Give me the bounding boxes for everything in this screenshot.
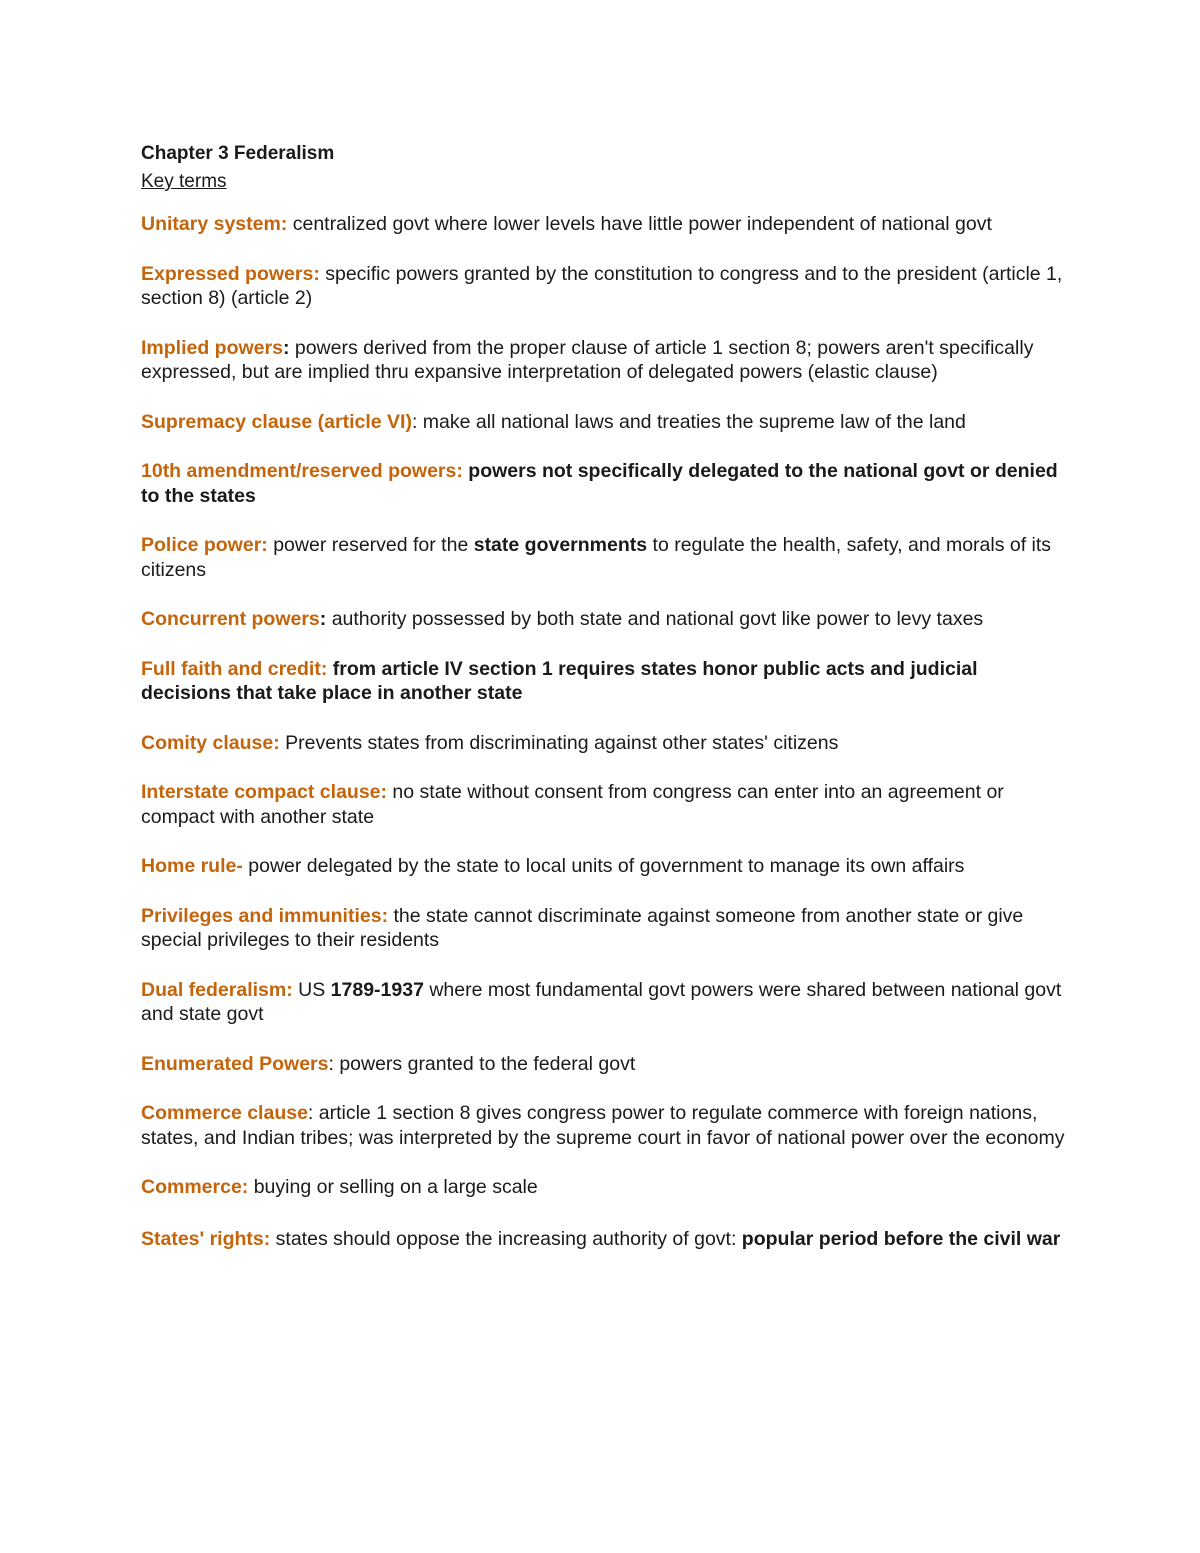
page-title: Chapter 3 Federalism	[141, 143, 335, 164]
term-label: States' rights:	[141, 1227, 271, 1250]
term-label: Supremacy clause (article VI)	[141, 410, 412, 433]
term-entry-full-faith-and-credit	[141, 657, 1071, 706]
term-label: Interstate compact clause:	[141, 781, 388, 803]
term-separator: :	[282, 336, 290, 359]
term-entry-unitary-system	[141, 212, 1071, 237]
term-label: Privileges and immunities:	[141, 904, 389, 927]
term-entry-dual-federalism	[141, 978, 1071, 1027]
term-entry-enumerated-powers	[141, 1052, 1071, 1077]
term-entry-privileges-and-immunities	[141, 904, 1071, 953]
term-definition: US	[292, 978, 331, 1001]
term-entry-states-rights	[141, 1225, 1071, 1254]
term-label: 10th amendment/reserved powers:	[141, 460, 463, 482]
term-label: Police power:	[141, 534, 268, 556]
term-definition-bold: state governments	[473, 534, 648, 556]
term-definition: centralized govt where lower levels have little power independent of national govt	[287, 213, 992, 235]
term-entry-home-rule	[141, 854, 1071, 879]
term-label: Concurrent powers	[141, 608, 320, 630]
term-definition: : article 1 section 8 gives congress power to regulate commerce with foreign nations, states, and Indian tribes; was interpreted by the supreme court in favor of national power over the economy	[141, 1102, 1065, 1149]
term-label: Implied powers	[141, 336, 283, 359]
term-entry-comity-clause	[141, 731, 1071, 756]
term-label: Full faith and credit:	[141, 657, 328, 680]
term-definition: the state cannot discriminate against someone from another state or give special privileges to their residents	[141, 904, 1024, 951]
term-definition: power reserved for the	[267, 534, 474, 556]
term-definition-bold: powers not specifically delegated to the national govt or denied to the states	[141, 460, 1058, 507]
term-label: Unitary system:	[141, 213, 288, 235]
term-label: Enumerated Powers	[141, 1052, 329, 1075]
term-entry-commerce	[141, 1175, 1071, 1200]
term-definition: authority possessed by both state and national govt like power to levy taxes	[326, 608, 984, 630]
term-entry-10th-amendment	[141, 459, 1071, 508]
term-separator: :	[319, 608, 327, 630]
term-entry-police-power	[141, 533, 1071, 582]
term-label: Commerce clause	[141, 1102, 308, 1124]
term-definition: : powers granted to the federal govt	[328, 1052, 636, 1075]
term-definition-bold: from article IV section 1 requires states honor public acts and judicial decisions that take place in another state	[141, 657, 978, 704]
term-entry-concurrent-powers	[141, 607, 1071, 632]
term-definition-bold: popular period before the civil war	[741, 1227, 1061, 1250]
term-label: Comity clause:	[141, 731, 280, 754]
term-definition-bold: 1789-1937	[330, 978, 424, 1001]
term-definition: Prevents states from discriminating against other states' citizens	[279, 731, 839, 754]
term-label: Commerce:	[141, 1176, 249, 1198]
term-definition: states should oppose the increasing authority of govt:	[270, 1227, 742, 1250]
term-entry-commerce-clause	[141, 1101, 1071, 1150]
term-entry-interstate-compact-clause	[141, 780, 1071, 829]
term-entry-supremacy-clause	[141, 410, 1071, 435]
term-label: Dual federalism:	[141, 978, 293, 1001]
term-definition: buying or selling on a large scale	[248, 1176, 538, 1198]
term-definition: specific powers granted by the constitution to congress and to the president (article 1, section 8) (article 2)	[141, 262, 1063, 309]
term-definition: : make all national laws and treaties the supreme law of the land	[411, 410, 966, 433]
term-definition: powers derived from the proper clause of article 1 section 8; powers aren't specifically expressed, but are implied thru expansive interpretation of delegated powers (elastic clause)	[141, 336, 1034, 383]
term-entry-implied-powers	[141, 336, 1071, 385]
document-page	[141, 140, 1071, 1279]
term-definition-continued: where most fundamental govt powers were shared between national govt and state govt	[141, 978, 1062, 1025]
term-definition: power delegated by the state to local units of government to manage its own affairs	[242, 855, 965, 877]
term-definition-continued: to regulate the health, safety, and morals of its citizens	[141, 534, 1052, 581]
page-subtitle: Key terms	[141, 171, 227, 192]
term-entry-expressed-powers	[141, 262, 1071, 311]
term-label: Expressed powers:	[141, 262, 320, 285]
term-label: Home rule-	[141, 855, 243, 877]
term-definition: no state without consent from congress can enter into an agreement or compact with another state	[141, 781, 1004, 828]
